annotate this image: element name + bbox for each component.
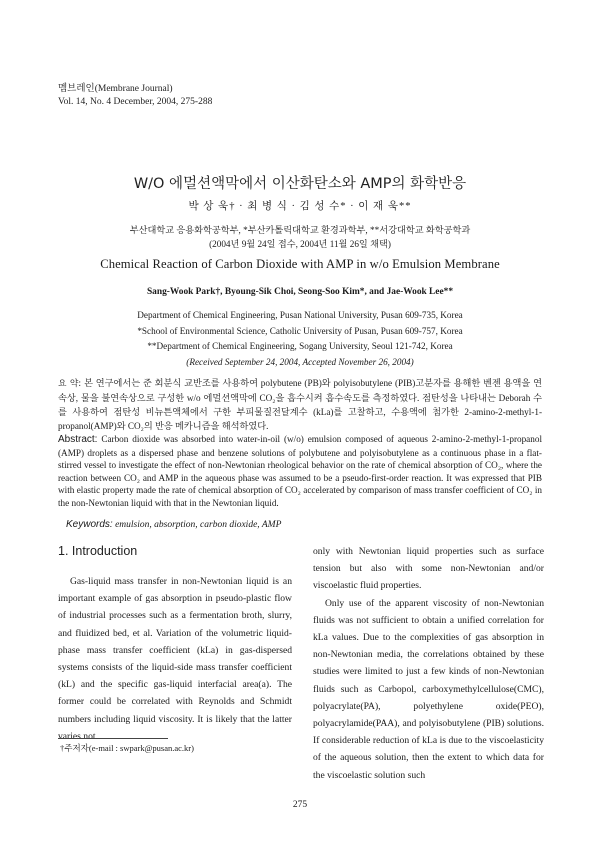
body-paragraph: Only use of the apparent viscosity of non-Newtonian fluids was not sufficient to obtain a unified correlation for kLa values. Due to the complexities of gas absorption in non-Newtonian media, the correlations obtained by these studies were limited to just a few kinds of non-Newtonian fluids such as Carbopol, carboxymethylcellulose(CMC), polyacrylate(PA), polyethylene oxide(PEO), polyacrylamide(PAA), and polyisobutylene (PIB) solutions. If considerable reduction of kLa is due to the viscoelasticity of the aqueous solution, then the extent to which data for the viscoelastic solution such	[313, 597, 544, 781]
page-number: 275	[292, 800, 308, 810]
english-abstract	[58, 433, 542, 510]
body-paragraph: only with Newtonian liquid properties such as surface tension but also with some non-Newtonian and/or viscoelastic fluid properties.	[313, 546, 544, 592]
korean-abstract	[58, 376, 542, 433]
body-paragraph: Gas-liquid mass transfer in non-Newtonian liquid is an important example of gas absorption in pseudo-plastic flow of industrial processes such as a fermentation broth, slurry, and fluidized bed, et al. Variation of the volumetric liquid-phase mass transfer coefficient (kLa) in gas-dispersed systems consists of the liquid-side mass transfer coefficient (kL) and the specific gas-liquid interfacial area(a). The former could be correlated with Reynolds and Schmidt numbers including liquid viscosity. It is likely that the latter varies not	[58, 576, 292, 742]
korean-abstract-label: 요 약:	[58, 379, 82, 389]
korean-abstract-text: 본 연구에서는 준 회분식 교반조를 사용하여 polybutene (PB)와 polyisobutylene (PIB)고분자를 용해한 벤젠 용액을 연속상, 물을 불연속상으로 구성한 w/o 에멀션액막에 CO₂을 흡수시켜 흡수속도를 측정하였다. 점탄성을 나타내는 Deborah 수를 사용하여 점탄성 비뉴튼액체에서 구한 부피물질전달계수 (kLa)를 고찰하고, 수용액에 첨가한 2-amino-2-methyl-1-propanol(AMP)와 CO₂의 반응 메카니즘을 해석하였다.	[58, 378, 543, 431]
english-abstract-label: Abstract:	[58, 434, 98, 445]
korean-affiliation-line: 부산대학교 응용화학공학부, *부산카톨릭대학교 환경과학부, **서강대학교 화학공학과	[129, 225, 471, 235]
received-dates: (Received September 24, 2004, Accepted November 26, 2004)	[186, 356, 414, 367]
footnote-divider	[58, 738, 168, 739]
section-heading: 1. Introduction	[58, 544, 138, 558]
body-right-column	[313, 543, 544, 784]
journal-header	[58, 83, 212, 109]
journal-issue: Vol. 14, No. 4 December, 2004, 275-288	[58, 97, 213, 107]
korean-dates: (2004년 9월 24일 접수, 2004년 11월 26일 채택)	[209, 239, 391, 249]
keywords-label: Keywords:	[66, 519, 113, 530]
body-left-column	[58, 573, 292, 745]
journal-name: 멤브레인(Membrane Journal)	[58, 84, 173, 94]
footnote: †주저자(e-mail : swpark@pusan.ac.kr)	[60, 743, 194, 753]
english-abstract-text: Carbon dioxide was absorbed into water-in-oil (w/o) emulsion composed of aqueous 2-amino-2-methyl-1-propanol (AMP) droplets as a dispersed phase and benzene solutions of polybutene and polyisobutylene as a continuous phase in a flat-stirred vessel to investigate the effect of non-Newtonian rheological behavior on the rate of chemical absorption of CO₂, where the reaction between CO₂ and AMP in the aqueous phase was assumed to be a pseudo-first-order reaction. It was expressed that PIB with elastic property made the rate of chemical absorption of CO₂ accelerated by comparison of mass transfer coefficient of CO₂ in the non-Newtonian liquid with that in the Newtonian liquid.	[58, 434, 543, 508]
english-title: Chemical Reaction of Carbon Dioxide with AMP in w/o Emulsion Membrane	[100, 257, 500, 271]
affiliation-2: *School of Environmental Science, Catholic University of Pusan, Pusan 609-757, Korea	[137, 325, 463, 336]
keywords-text: emulsion, absorption, carbon dioxide, AMP	[115, 520, 282, 530]
affiliation-1: Department of Chemical Engineering, Pusan National University, Pusan 609-735, Korea	[137, 310, 463, 320]
keywords	[66, 519, 281, 530]
english-authors: Sang-Wook Park†, Byoung-Sik Choi, Seong-Soo Kim*, and Jae-Wook Lee**	[146, 287, 454, 297]
affiliation-3: **Department of Chemical Engineering, Sogang University, Seoul 121-742, Korea	[147, 341, 453, 351]
korean-affiliations	[0, 223, 600, 251]
english-affiliations	[0, 308, 600, 370]
korean-authors: 박 상 욱† · 최 병 식 · 김 성 수* · 이 재 욱**	[188, 201, 412, 212]
korean-title: W/O 에멀션액막에서 이산화탄소와 AMP의 화학반응	[133, 176, 467, 192]
